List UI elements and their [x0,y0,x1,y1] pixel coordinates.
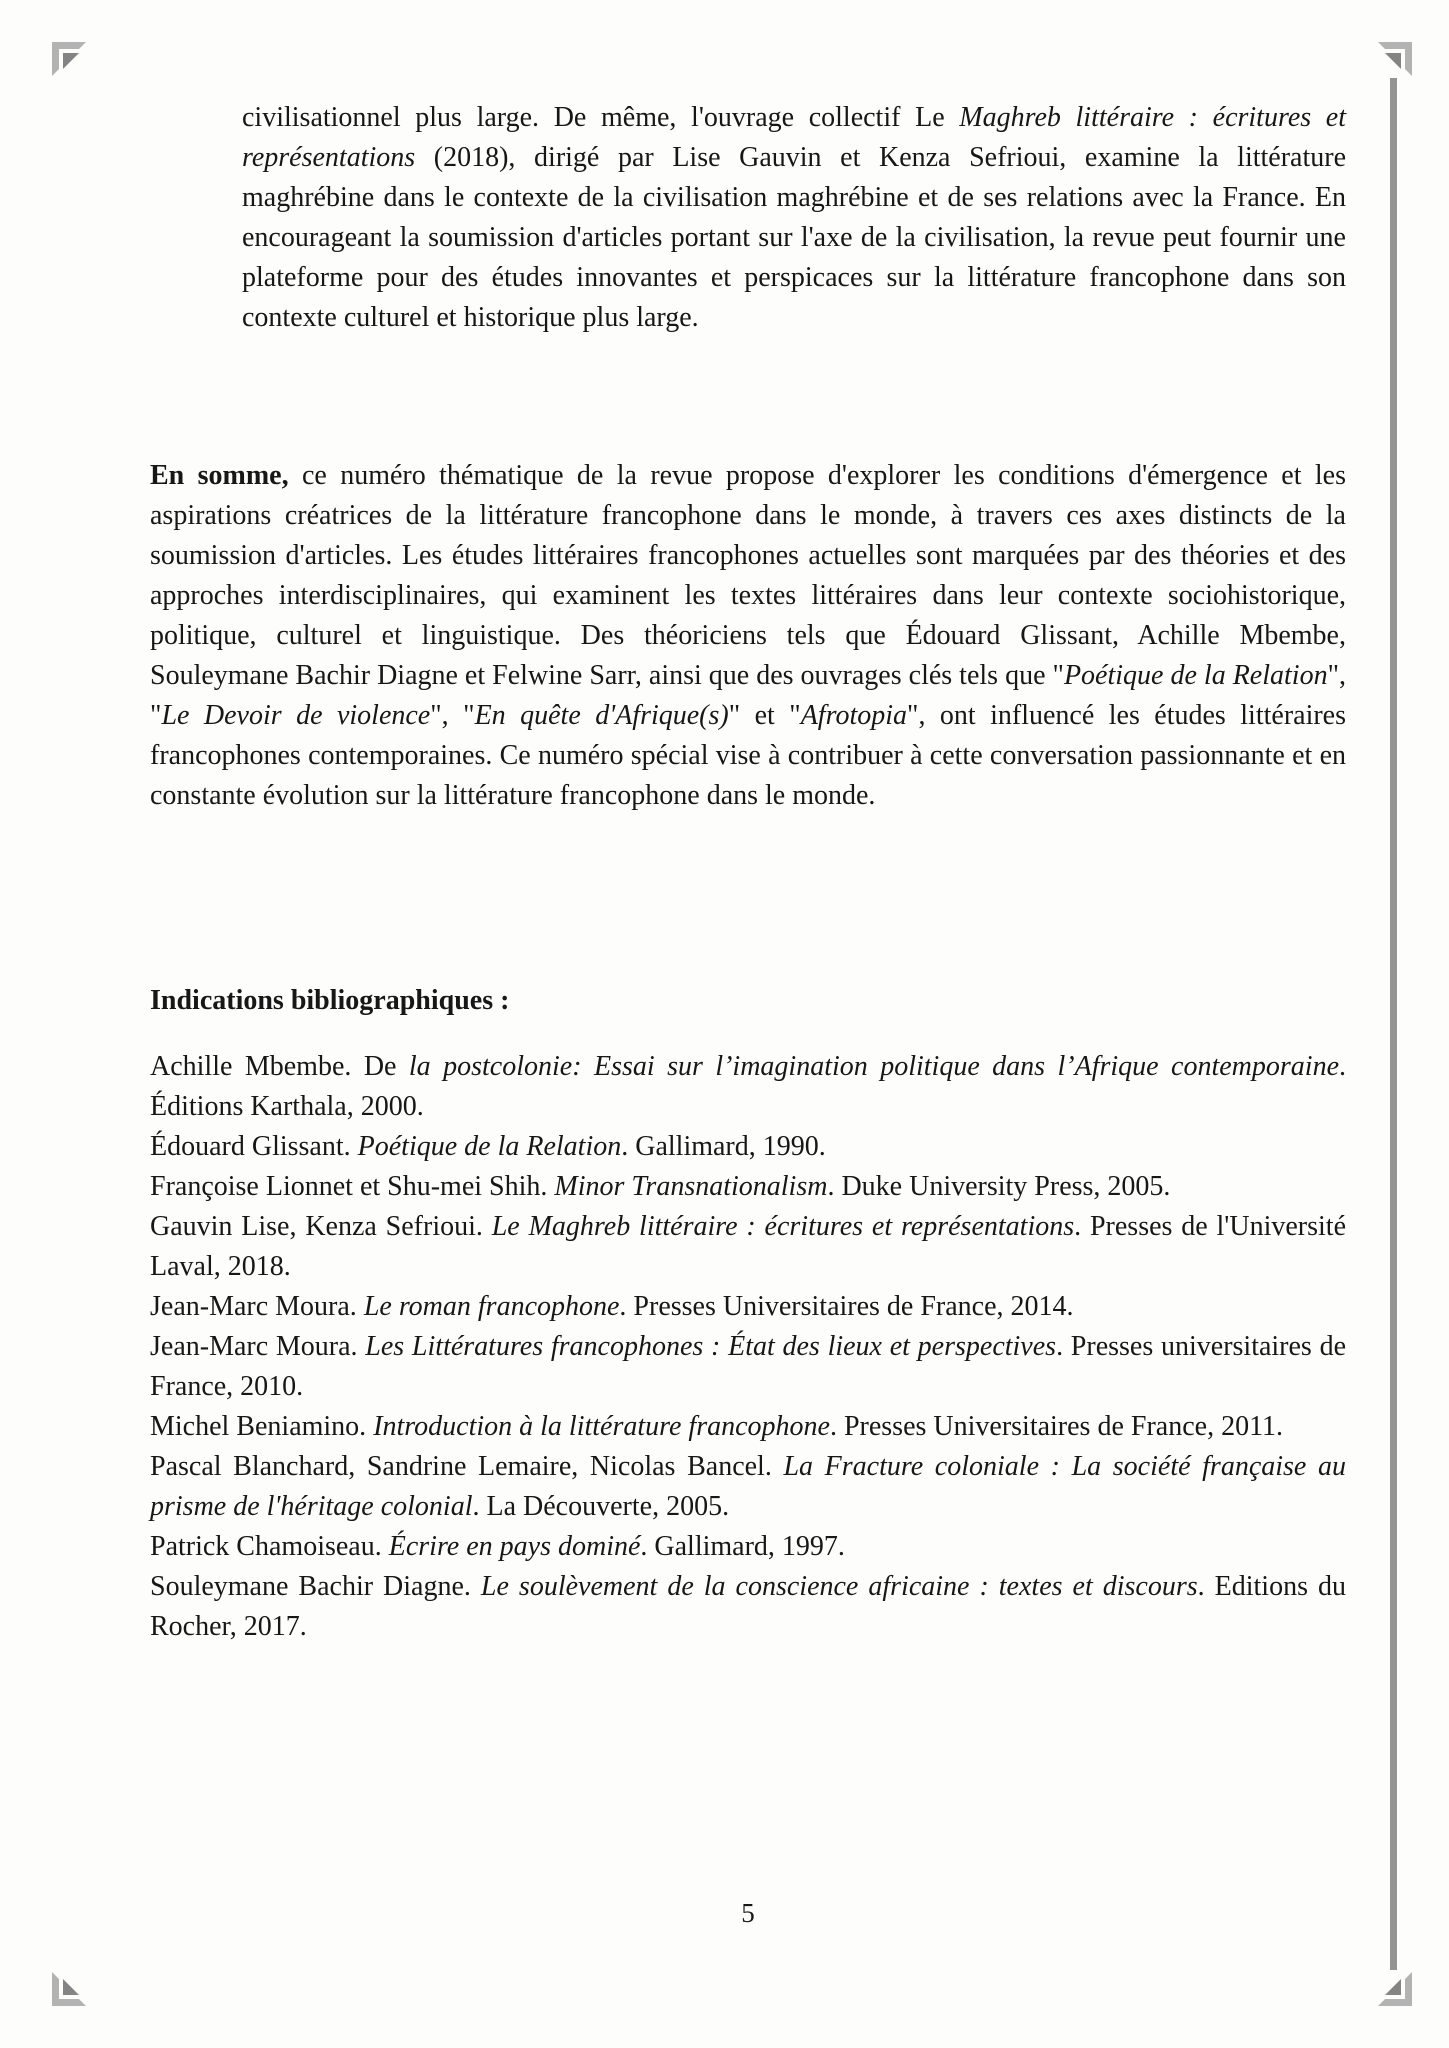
text-run: Françoise Lionnet et Shu-mei Shih. [150,1171,555,1202]
page-border-right-line [1390,78,1397,1970]
bibliography-heading: Indications bibliographiques : [150,985,510,1016]
page-number: 5 [741,1898,755,1928]
text-run: ", " [150,660,1347,731]
text-run: La Fracture coloniale : La société française au prisme de l'héritage colonial [150,1451,1346,1522]
text-run: . Presses universitaires de France, 2010. [150,1331,1346,1402]
paragraph-en-somme [150,456,1346,816]
bibliography-entry [150,1047,1346,1127]
bibliography-entry [150,1527,1346,1567]
bibliography-entry [150,1207,1346,1287]
bibliography-entry [150,1327,1346,1407]
text-run: Afrotopia [800,700,908,731]
text-run: Souleymane Bachir Diagne. [150,1571,481,1602]
bibliography-entry [150,1167,1346,1207]
text-run: (2018), dirigé par Lise Gauvin et Kenza Sefrioui, examine la littérature maghrébine dans le contexte de la civilisation maghrébine et de ses relations avec la France. En encourageant la soumission d'articles portant sur l'axe de la civilisation, la revue peut fournir une plateforme pour des études innovantes et perspicaces sur la littérature francophone dans son contexte culturel et historique plus large. [242,142,1346,333]
paragraph-continuation [242,98,1346,338]
text-run: Introduction à la littérature francophone [373,1411,830,1442]
text-run: Jean-Marc Moura. [150,1291,364,1322]
text-run: . Gallimard, 1997. [640,1531,845,1562]
bibliography-list [150,1047,1346,1647]
page-content [150,98,1346,1647]
text-run: Achille Mbembe. De [150,1051,409,1082]
text-run: . Gallimard, 1990. [621,1131,826,1162]
text-run: Édouard Glissant. [150,1131,358,1162]
text-run: Le soulèvement de la conscience africaine : textes et discours [480,1571,1198,1602]
text-run: En somme, [150,460,289,491]
text-run: Les Littératures francophones : État des lieux et perspectives [365,1331,1057,1362]
corner-ornament-top-right-icon [1378,42,1412,76]
text-run: " et " [728,700,801,731]
text-run: Écrire en pays dominé [388,1531,641,1562]
text-run: Jean-Marc Moura. [150,1331,366,1362]
text-run: Minor Transnationalism [554,1171,828,1202]
bibliography-entry [150,1287,1346,1327]
text-run: ", ont influencé les études littéraires francophones contemporaines. Ce numéro spécial vise à contribuer à cette conversation passionnante et en constante évolution sur la littérature francophone dans le monde. [150,700,1347,811]
text-run: la postcolonie: Essai sur l’imagination politique dans l’Afrique contemporaine [408,1051,1339,1082]
text-run: Le roman francophone [363,1291,620,1322]
text-run: Gauvin Lise, Kenza Sefrioui. [150,1211,492,1242]
text-run: Le Maghreb littéraire : écritures et représentations [491,1211,1075,1242]
bibliography-entry [150,1127,1346,1167]
text-run: . Éditions Karthala, 2000. [150,1051,1346,1122]
text-run: Poétique de la Relation [357,1131,622,1162]
text-run: . Editions du Rocher, 2017. [150,1571,1346,1642]
text-run: . Presses de l'Université Laval, 2018. [150,1211,1346,1282]
bibliography-entry [150,1567,1346,1647]
corner-ornament-bottom-right-icon [1378,1972,1412,2006]
bibliography-entry [150,1447,1346,1527]
text-run: En quête d'Afrique(s) [474,700,729,731]
text-run: ", " [430,700,475,731]
text-run: Pascal Blanchard, Sandrine Lemaire, Nicolas Bancel. [150,1451,784,1482]
text-run: Maghreb littéraire : écritures et représentations [242,102,1346,173]
text-run: . Presses Universitaires de France, 2014. [619,1291,1074,1322]
text-run: Poétique de la Relation [1063,660,1328,691]
text-run: . Presses Universitaires de France, 2011. [829,1411,1284,1442]
text-run: . Duke University Press, 2005. [827,1171,1171,1202]
corner-ornament-bottom-left-icon [52,1972,86,2006]
corner-ornament-top-left-icon [52,42,86,76]
text-run: Michel Beniamino. [150,1411,374,1442]
text-run: Patrick Chamoiseau. [150,1531,389,1562]
text-run: civilisationnel plus large. De même, l'ouvrage collectif Le [242,102,960,133]
text-run: Le Devoir de violence [161,700,431,731]
bibliography-entry [150,1407,1346,1447]
text-run: ce numéro thématique de la revue propose d'explorer les conditions d'émergence et les aspirations créatrices de la littérature francophone dans le monde, à travers ces axes distincts de la soumission d'articles. Les études littéraires francophones actuelles sont marquées par des théories et des approches interdisciplinaires, qui examinent les textes littéraires dans leur contexte sociohistorique, politique, culturel et linguistique. Des théoriciens tels que Édouard Glissant, Achille Mbembe, Souleymane Bachir Diagne et Felwine Sarr, ainsi que des ouvrages clés tels que " [150,460,1346,691]
text-run: . La Découverte, 2005. [472,1491,730,1522]
